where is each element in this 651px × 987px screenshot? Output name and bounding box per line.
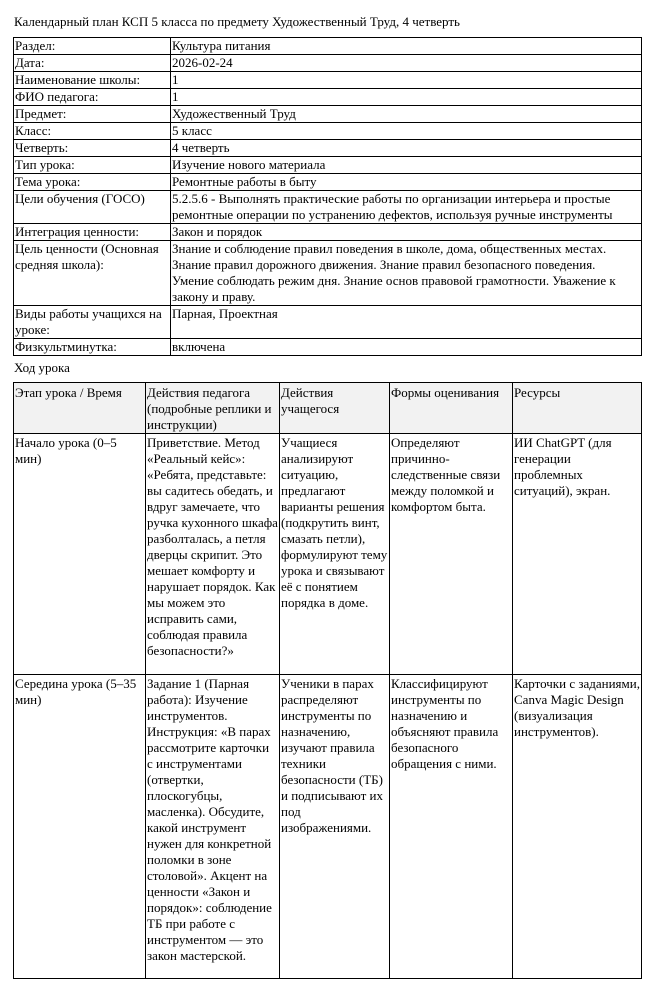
info-row <box>14 106 642 123</box>
info-key: Наименование школы: <box>14 72 171 89</box>
info-key: Тема урока: <box>14 174 171 191</box>
info-value: 4 четверть <box>171 140 642 157</box>
plan-cell-resources: ИИ ChatGPT (для генерации проблемных ситуаций), экран. <box>513 434 642 675</box>
info-value: 2026-02-24 <box>171 55 642 72</box>
info-value: Парная, Проектная <box>171 306 642 339</box>
info-row <box>14 157 642 174</box>
info-row <box>14 140 642 157</box>
lesson-plan-table <box>13 382 642 979</box>
plan-cell-stage: Начало урока (0–5 мин) <box>14 434 146 675</box>
info-value: Закон и порядок <box>171 224 642 241</box>
plan-header-student: Действия учащегося <box>280 383 390 434</box>
plan-header-resources: Ресурсы <box>513 383 642 434</box>
info-key: Предмет: <box>14 106 171 123</box>
page-title: Календарный план КСП 5 класса по предмету Художественный Труд, 4 четверть <box>14 14 460 29</box>
info-key: Интеграция ценности: <box>14 224 171 241</box>
info-value: Ремонтные работы в быту <box>171 174 642 191</box>
info-row <box>14 123 642 140</box>
plan-header-stage: Этап урока / Время <box>14 383 146 434</box>
plan-cell-assessment: Классифицируют инструменты по назначению и объясняют правила безопасного обращения с ними. <box>390 675 513 979</box>
plan-header-teacher: Действия педагога (подробные реплики и инструкции) <box>146 383 280 434</box>
info-row <box>14 38 642 55</box>
info-value: 5 класс <box>171 123 642 140</box>
info-key: Дата: <box>14 55 171 72</box>
info-key: Класс: <box>14 123 171 140</box>
info-value: Знание и соблюдение правил поведения в школе, дома, общественных местах. Знание правил дорожного движения. Знание правил безопасного поведения. Умение соблюдать режим дня. Знание основ правовой грамотности. Уважение к закону и праву. <box>171 241 642 306</box>
info-row <box>14 174 642 191</box>
info-row <box>14 89 642 106</box>
plan-cell-teacher: Приветствие. Метод «Реальный кейс»: «Ребята, представьте: вы садитесь обедать, и вдруг замечаете, что ручка кухонного шкафа разболталась, а петля дверцы скрипит. Это мешает комфорту и нарушает порядок. Как мы можем это исправить сами, соблюдая правила безопасности?» <box>146 434 280 675</box>
info-value: включена <box>171 339 642 356</box>
info-key: Физкультминутка: <box>14 339 171 356</box>
info-row <box>14 224 642 241</box>
info-key: Четверть: <box>14 140 171 157</box>
info-row <box>14 191 642 224</box>
info-value: 1 <box>171 89 642 106</box>
info-row <box>14 241 642 306</box>
plan-cell-teacher: Задание 1 (Парная работа): Изучение инструментов. Инструкция: «В парах рассмотрите карточки с инструментами (отвертки, плоскогубцы, масленка). Обсудите, какой инструмент нужен для конкретной поломки в зоне столовой». Акцент на ценности «Закон и порядок»: соблюдение ТБ при работе с инструментом — это закон мастерской. <box>146 675 280 979</box>
plan-cell-assessment: Определяют причинно-следственные связи между поломкой и комфортом быта. <box>390 434 513 675</box>
info-row <box>14 306 642 339</box>
info-key: Тип урока: <box>14 157 171 174</box>
info-key: ФИО педагога: <box>14 89 171 106</box>
plan-header-row <box>14 383 642 434</box>
info-value: Культура питания <box>171 38 642 55</box>
info-key: Раздел: <box>14 38 171 55</box>
plan-header-assessment: Формы оценивания <box>390 383 513 434</box>
info-key: Виды работы учащихся на уроке: <box>14 306 171 339</box>
plan-cell-student: Ученики в парах распределяют инструменты по назначению, изучают правила техники безопасности (ТБ) и подписывают их под изображениями. <box>280 675 390 979</box>
table-row <box>14 434 642 675</box>
info-value: Изучение нового материала <box>171 157 642 174</box>
plan-cell-resources: Карточки с заданиями, Canva Magic Design (визуализация инструментов). <box>513 675 642 979</box>
info-key: Цели обучения (ГОСО) <box>14 191 171 224</box>
lesson-progress-heading: Ход урока <box>14 360 70 375</box>
lesson-info-table <box>13 37 642 356</box>
info-row <box>14 339 642 356</box>
info-key: Цель ценности (Основная средняя школа): <box>14 241 171 306</box>
info-value: 5.2.5.6 - Выполнять практические работы по организации интерьера и простые ремонтные операции по устранению дефектов, используя ручные инструменты <box>171 191 642 224</box>
info-row <box>14 72 642 89</box>
info-row <box>14 55 642 72</box>
plan-cell-student: Учащиеся анализируют ситуацию, предлагают варианты решения (подкрутить винт, смазать петли), формулируют тему урока и связывают её с понятием порядка в доме. <box>280 434 390 675</box>
info-value: Художественный Труд <box>171 106 642 123</box>
info-value: 1 <box>171 72 642 89</box>
table-row <box>14 675 642 979</box>
plan-cell-stage: Середина урока (5–35 мин) <box>14 675 146 979</box>
